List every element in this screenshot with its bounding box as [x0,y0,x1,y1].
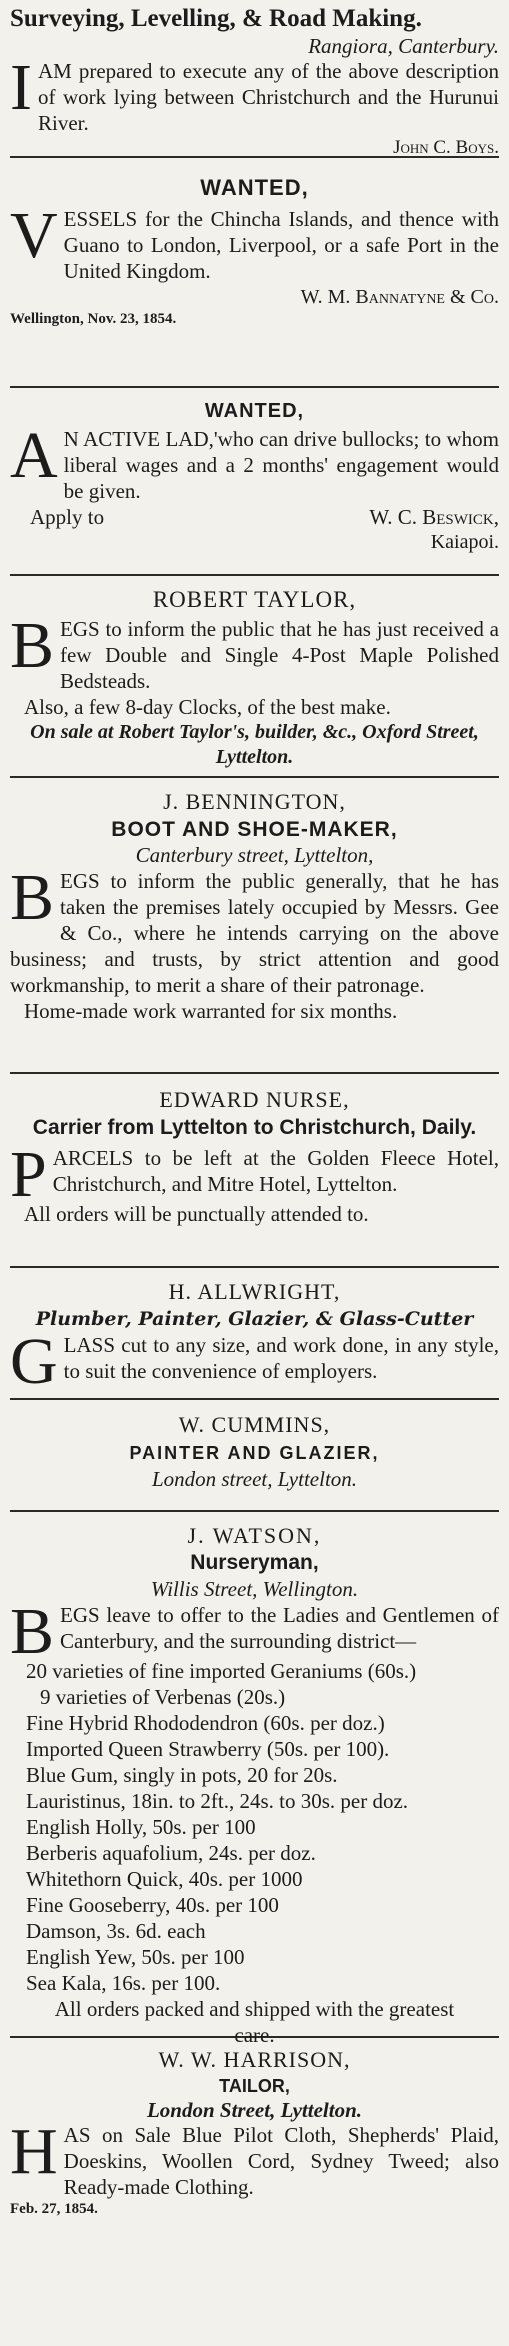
ad-headline: WANTED, [204,400,305,422]
ad-trade: TAILOR, [219,2076,290,2096]
ad-extra: All orders will be punctually attended to. [24,1202,369,1226]
ad-body-text: ESSELS for the Chincha Islands, and thence with Guano to London, Liverpool, or a safe Port in the United Kingdom. [63,207,499,283]
ad-body [10,2115,499,2200]
ad-body-text: EGS leave to offer to the Ladies and Gentlemen of Canterbury, and the surrounding district— [60,1603,499,1653]
ad-harrison [10,2038,499,2238]
list-item: 9 varieties of Verbenas (20s.) [40,1685,286,1709]
price-list [10,1658,499,1996]
ad-body-text: EGS to inform the public that he has just received a few Double and Single 4-Post Maple Polished Bedsteads. [60,617,499,693]
ad-body [10,199,499,284]
ad-bennington [10,778,499,1072]
ad-date: Wellington, Nov. 23, 1854. [10,311,177,327]
ad-location: Canterbury street, Lyttelton, [135,843,374,867]
ad-headline: WANTED, [200,175,309,200]
ad-trade: Carrier from Lyttelton to Christchurch, Daily. [32,1116,477,1139]
ad-allwright [10,1268,499,1398]
ad-place: Kaiapoi. [430,531,499,553]
ad-apply-line [10,504,499,530]
ad-signature: John C. Boys. [393,137,499,158]
ad-body-text: N ACTIVE LAD,'who can drive bullocks; to whom liberal wages and a 2 months' engagement would be given. [63,427,499,503]
ad-watson [10,1512,499,2047]
ad-body [10,609,499,694]
ad-trade: Plumber, Painter, Glazier, & Glass-Cutter [35,1308,474,1330]
ad-edward-nurse [10,1074,499,1266]
ad-trade: PAINTER AND GLAZIER, [129,1443,380,1463]
ad-body-text: ARCELS to be left at the Golden Fleece Hotel, Christchurch, and Mitre Hotel, Lyttelton. [52,1146,499,1196]
ad-body [10,419,499,504]
ad-location: Rangiora, Canterbury. [308,34,499,58]
ad-headline: J. BENNINGTON, [163,789,346,814]
ad-date: Feb. 27, 1854. [10,2201,98,2217]
list-item: English Holly, 50s. per 100 [26,1815,256,1839]
ad-body [10,51,499,136]
ad-extra: Also, a few 8-day Clocks, of the best make. [24,695,391,719]
ad-body-text: LASS cut to any size, and work done, in any style, to suit the convenience of employers. [63,1333,499,1383]
list-item: 20 varieties of fine imported Geraniums (60s.) [26,1659,417,1683]
drop-cap: G [10,1325,58,1398]
ad-onsale: On sale at Robert Taylor's, builder, &c., Oxford Street, Lyttelton. [30,721,479,768]
ad-wanted-lad [10,388,499,574]
drop-cap: H [10,2115,58,2188]
ad-headline: J. WATSON, [187,1523,322,1548]
list-item: Fine Hybrid Rhododendron (60s. per doz.) [26,1711,385,1735]
ad-extra: Home-made work warranted for six months. [24,999,398,1023]
ad-surveying [10,4,499,156]
ad-body-text: EGS to inform the public generally, that he has taken the premises lately occupied by Messrs. Gee & Co., where he intends carrying on the above business; and trusts, by strict attention and good workmanship, to merit a share of their patronage. [10,869,499,997]
list-item: Damson, 3s. 6d. each [26,1919,206,1943]
ad-body-text: AM prepared to execute any of the above description of work lying between Christchurch and the Hurunui River. [37,59,499,135]
list-item: Fine Gooseberry, 40s. per 100 [26,1893,279,1917]
list-item: Sea Kala, 16s. per 100. [26,1971,221,1995]
ad-body [10,861,499,998]
ad-headline: W. W. HARRISON, [158,2047,351,2072]
ad-headline: ROBERT TAYLOR, [152,587,357,612]
ad-signature: W. C. Beswick, [369,505,499,529]
ad-body [10,1138,499,1211]
list-item: Blue Gum, singly in pots, 20 for 20s. [26,1763,338,1787]
ad-headline: EDWARD NURSE, [159,1087,350,1112]
ad-body-text: AS on Sale Blue Pilot Cloth, Shepherds' Plaid, Doeskins, Woollen Cord, Sydney Tweed; also Ready-made Clothing. [63,2123,499,2199]
ad-body [10,1325,499,1398]
drop-cap: B [10,861,55,934]
list-item: Lauristinus, 18in. to 2ft., 24s. to 30s. per doz. [26,1789,409,1813]
ad-trade: BOOT AND SHOE-MAKER, [111,818,398,841]
ad-location: London Street, Lyttelton. [146,2098,363,2122]
drop-cap: B [10,609,55,682]
apply-label: Apply to [30,505,105,529]
ad-cummins [10,1400,499,1510]
ad-headline: Surveying, Levelling, & Road Making. [10,5,422,32]
ad-location: Willis Street, Wellington. [150,1577,359,1601]
list-item: English Yew, 50s. per 100 [26,1945,245,1969]
list-item: Whitethorn Quick, 40s. per 1000 [26,1867,303,1891]
ad-body [10,1595,499,1668]
ad-headline: W. CUMMINS, [178,1412,331,1437]
ad-extra: All orders packed and shipped with the greatest care. [54,1997,455,2047]
list-item: Imported Queen Strawberry (50s. per 100). [26,1737,390,1761]
ad-wanted-vessels [10,158,499,386]
drop-cap: I [10,51,32,124]
ad-location: London street, Lyttelton. [151,1467,358,1491]
drop-cap: A [10,419,58,492]
ad-robert-taylor [10,576,499,776]
list-item: Berberis aquafolium, 24s. per doz. [26,1841,316,1865]
ad-headline: H. ALLWRIGHT, [168,1279,341,1304]
drop-cap: V [10,199,58,272]
ad-signature: W. M. Bannatyne & Co. [300,286,499,308]
drop-cap: B [10,1595,55,1668]
ad-trade: Nurseryman, [190,1551,319,1574]
drop-cap: P [10,1138,47,1211]
